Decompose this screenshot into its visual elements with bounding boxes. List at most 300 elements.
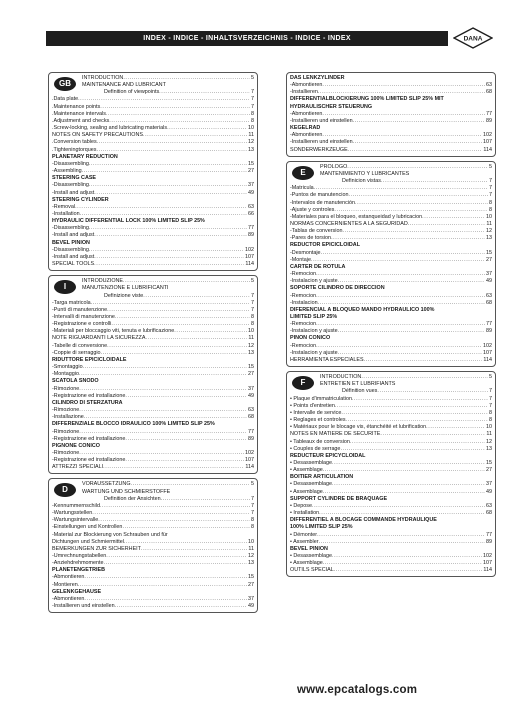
dot-leader: [328, 546, 491, 553]
dot-leader: [91, 300, 250, 307]
page-number: 102: [483, 553, 492, 559]
page-number: 10: [248, 125, 254, 132]
chapter-heading: [52, 378, 254, 385]
entry-title: -Materiales para el bloqueo, estanqueidad y lubricacion: [290, 213, 423, 220]
entry-title: -Remocion: [290, 342, 317, 349]
dot-leader: [312, 503, 485, 510]
entry-title: WARTUNG UND SCHMIERSTOFFE: [82, 488, 171, 495]
entry-title: -Remocion: [290, 292, 317, 299]
dot-leader: [103, 464, 244, 471]
entry-title: .Maintenance points: [52, 103, 101, 110]
entry-title: -Instalacion y ajuste: [290, 328, 338, 335]
index-entry: [52, 510, 254, 517]
page-number: [253, 567, 254, 574]
entry-title: -Rimozione: [52, 385, 80, 392]
section-heading: [290, 374, 492, 395]
index-entry: [82, 75, 254, 82]
index-entry: [52, 596, 254, 603]
entry-title: -Disassembling: [52, 182, 89, 189]
dot-leader: [348, 147, 483, 154]
dot-leader: [215, 421, 253, 428]
index-entry: [52, 574, 254, 581]
dot-leader: [118, 154, 253, 161]
entry-title: STEERING CASE: [52, 175, 97, 182]
index-entry: [290, 257, 492, 264]
dot-leader: [353, 474, 491, 481]
index-entry: [52, 261, 254, 268]
index-entry: [52, 517, 254, 524]
page-number: 11: [486, 220, 492, 227]
entry-title: INTRODUCTION: [320, 374, 362, 381]
dot-leader: [355, 200, 488, 207]
entry-title: NOTES ON SAFETY PRECAUTIONS: [52, 132, 143, 139]
index-entry: [290, 82, 492, 89]
dot-leader: [422, 214, 485, 221]
dot-leader: [98, 517, 250, 524]
entry-title: SCATOLA SNODO: [52, 378, 99, 385]
index-section-d: [48, 478, 258, 613]
index-entry: [52, 393, 254, 400]
dot-leader: [79, 429, 247, 436]
dot-leader: [124, 539, 247, 546]
index-entry: [290, 118, 492, 125]
entry-title: • Assemblage: [290, 560, 323, 567]
page-number: 114: [245, 464, 254, 471]
index-entry: [290, 396, 492, 403]
dot-leader: [322, 82, 485, 89]
entry-title: -Materiali per bloccaggio viti, tenuta e lubrificazione: [52, 328, 175, 335]
chapter-heading: [52, 443, 254, 450]
chapter-heading: [290, 314, 492, 321]
dot-leader: [346, 417, 488, 424]
dot-leader: [381, 178, 488, 185]
entry-title: .Conversion tables: [52, 139, 97, 146]
entry-title: HYDRAULIC DIFFERENTIAL LOCK 100% LIMITED SLIP 25%: [52, 218, 205, 225]
index-entry: [290, 503, 492, 510]
page-number: 11: [248, 132, 254, 139]
page-number: [253, 589, 254, 596]
page-number: 107: [483, 139, 492, 146]
index-entry: [290, 539, 492, 546]
entry-title: -Intervalli di manutenzione: [52, 314, 115, 320]
entry-title: -Disassembling: [52, 246, 89, 253]
page-number: [491, 546, 492, 553]
dot-leader: [166, 82, 253, 89]
page-number: [491, 307, 492, 314]
page-number: 11: [486, 431, 492, 438]
page-number: 8: [489, 417, 492, 424]
dot-leader: [80, 211, 247, 218]
page-number: 66: [248, 210, 254, 217]
index-entry: [290, 431, 492, 438]
entry-title: VORAUSSETZUNG: [82, 481, 131, 488]
index-entry: [290, 560, 492, 567]
dot-leader: [320, 125, 491, 132]
entry-title: -Abmontieren: [52, 595, 85, 602]
index-entry: [82, 82, 254, 89]
page-number: 114: [483, 567, 492, 574]
entry-title: ENTRETIEN ET LUBRIFIANTS: [320, 381, 396, 388]
index-section-cont: [286, 72, 496, 157]
entry-title: -Matricula: [290, 185, 314, 192]
entry-title: INTRODUZIONE: [82, 278, 124, 285]
entry-title: DIFFERENTIEL A BLOCAGE COMMANDE HYDRAULIQUE: [290, 517, 437, 524]
entry-title: MAINTENANCE AND LUBRICANT: [82, 82, 166, 89]
entry-title: • Couples de serrage: [290, 445, 341, 452]
page-number: 15: [486, 249, 492, 256]
entry-title: -Kennummernschild: [52, 502, 100, 509]
entry-title: -Installieren und einstellen: [290, 117, 353, 124]
entry-title: -Registrazione ed installazione: [52, 435, 126, 442]
dot-leader: [316, 271, 485, 278]
index-entry: [290, 439, 492, 446]
chapter-heading: [290, 242, 492, 249]
entry-title: BOITIER ARTICULATION: [290, 474, 354, 481]
entry-title: DIFFERENZIALE BLOCCO IDRAULICO 100% LIMITED SLIP 25%: [52, 421, 215, 428]
dot-leader: [109, 118, 250, 125]
page-number: [253, 357, 254, 364]
index-entry: [52, 457, 254, 464]
dot-leader: [106, 111, 250, 118]
page-number: 114: [483, 146, 492, 153]
index-entry: [320, 178, 492, 185]
dot-leader: [97, 139, 247, 146]
dot-leader: [168, 532, 253, 539]
entry-title: -Rimozione: [52, 407, 80, 414]
page-number: 107: [245, 253, 254, 260]
index-entry: [52, 232, 254, 239]
dot-leader: [79, 386, 247, 393]
page-number: 8: [251, 314, 254, 320]
index-entry: [52, 524, 254, 531]
dot-leader: [317, 532, 485, 539]
section-heading: [52, 481, 254, 502]
page-number: 12: [248, 342, 254, 349]
page-number: 107: [483, 349, 492, 356]
page-number: 107: [483, 560, 492, 567]
index-entry: [290, 321, 492, 328]
entry-title: • Démonter: [290, 531, 318, 538]
dot-leader: [322, 111, 485, 118]
index-entry: [320, 381, 492, 388]
page-number: 27: [248, 371, 254, 378]
index-entry: [320, 171, 492, 178]
dot-leader: [353, 139, 482, 146]
index-entry: [290, 567, 492, 574]
dot-leader: [100, 503, 250, 510]
index-entry: [290, 424, 492, 431]
dot-leader: [409, 171, 491, 178]
page-number: [253, 421, 254, 428]
dot-leader: [89, 247, 244, 254]
page-number: 12: [248, 553, 254, 559]
index-title: INDEX - INDICE - INHALTSVERZEICHNIS - INDICE - INDEX: [143, 35, 351, 42]
entry-title: BEMERKUNGEN ZUR SICHERHEIT: [52, 545, 141, 552]
dot-leader: [122, 524, 250, 531]
dot-leader: [96, 147, 247, 154]
dot-leader: [350, 439, 485, 446]
dot-leader: [78, 96, 250, 103]
dot-leader: [126, 357, 253, 364]
dot-leader: [79, 450, 244, 457]
page-number: 7: [251, 299, 254, 306]
entry-title: Dichtungen und Schmiermittel: [52, 538, 124, 545]
page-number: 77: [486, 321, 492, 328]
entry-title: .Adjustment and checks: [52, 117, 110, 124]
entry-title: -Tablas de conversion: [290, 228, 343, 235]
dot-leader: [444, 96, 491, 103]
page-number: 102: [483, 132, 492, 139]
entry-title: -Tabelle di conversione: [52, 342, 108, 349]
entry-title: -Instalacion y ajuste: [290, 349, 338, 356]
page-number: 7: [489, 192, 492, 199]
entry-title: -Install and adjust: [52, 253, 95, 260]
page-number: 12: [486, 228, 492, 235]
index-entry: [52, 450, 254, 457]
index-entry: [290, 328, 492, 335]
dot-leader: [408, 221, 486, 228]
index-entry: [52, 546, 254, 553]
dot-leader: [341, 410, 488, 417]
entry-title: -Smontaggio: [52, 364, 83, 371]
page-number: 68: [486, 299, 492, 306]
entry-title: -Abmontieren: [290, 132, 323, 139]
entry-title: BEVEL PINION: [290, 545, 328, 552]
chapter-heading: [290, 453, 492, 460]
page-number: [253, 532, 254, 539]
chapter-heading: [52, 400, 254, 407]
entry-title: -Installieren und einstellen: [290, 139, 353, 146]
index-entry: [320, 164, 492, 171]
entry-title: KEGELRAD: [290, 125, 321, 132]
entry-title: Définition vues: [342, 388, 378, 395]
entry-title: • Depose: [290, 502, 312, 509]
page-number: 8: [251, 321, 254, 328]
index-entry: [52, 307, 254, 314]
chapter-heading: [290, 75, 492, 82]
entry-title: -Removal: [52, 203, 76, 210]
index-entry: [290, 250, 492, 257]
page-number: 10: [486, 213, 492, 220]
dot-leader: [143, 132, 247, 139]
entry-title: -Abmontieren: [290, 82, 323, 89]
page-number: 89: [486, 538, 492, 545]
page-number: [253, 240, 254, 247]
dot-leader: [345, 264, 491, 271]
dot-leader: [314, 185, 488, 192]
index-entry: [52, 300, 254, 307]
dot-leader: [316, 321, 485, 328]
chapter-heading: [290, 264, 492, 271]
page-number: 15: [248, 160, 254, 167]
dot-leader: [334, 567, 483, 574]
entry-title: -Rimozione: [52, 428, 80, 435]
dot-leader: [365, 453, 491, 460]
entry-title: -Intervalos de manutención: [290, 199, 356, 206]
dot-leader: [125, 457, 244, 464]
index-entry: [52, 225, 254, 232]
index-entry: [52, 582, 254, 589]
index-entry: [290, 111, 492, 118]
page-number: [491, 96, 492, 103]
dot-leader: [340, 446, 485, 453]
index-entry: [290, 460, 492, 467]
dot-leader: [84, 414, 247, 421]
index-entry: [52, 125, 254, 132]
entry-title: -Installation: [52, 210, 80, 217]
footer-url: www.epcatalogs.com: [297, 684, 418, 696]
chapter-heading: [290, 546, 492, 553]
page-number: 49: [486, 278, 492, 285]
index-entry: [290, 147, 492, 154]
entry-title: • Desassemblage: [290, 481, 333, 488]
page-number: 37: [248, 182, 254, 189]
entry-title: • Matériaux pour le blocage vis, étanchéité et lubrification: [290, 424, 427, 431]
chapter-heading: [290, 335, 492, 342]
chapter-heading: [52, 154, 254, 161]
dot-leader: [323, 560, 482, 567]
entry-title: -Einstellungen und Kontrollen: [52, 524, 123, 531]
page-number: 63: [248, 407, 254, 414]
dot-leader: [89, 225, 247, 232]
index-entry: [290, 221, 492, 228]
dot-leader: [348, 192, 488, 199]
dot-leader: [96, 175, 253, 182]
chapter-heading: [290, 517, 492, 524]
dot-leader: [94, 190, 247, 197]
page-number: 114: [483, 356, 492, 363]
page-number: 27: [486, 256, 492, 263]
entry-title: • Tableaux de conversion: [290, 438, 350, 445]
page-number: 8: [251, 110, 254, 117]
index-entry: [52, 211, 254, 218]
index-entry: [52, 168, 254, 175]
index-entry: [52, 190, 254, 197]
index-entry: [52, 118, 254, 125]
index-entry: [82, 489, 254, 496]
entry-title: RIDUTTORE EPICICLOIDALE: [52, 356, 127, 363]
index-entry: [82, 293, 254, 300]
dot-leader: [332, 553, 482, 560]
language-badge: E: [292, 166, 314, 180]
entry-title: • Intervalle de service: [290, 409, 342, 416]
entry-title: DIFERENCIAL A BLOQUEO MANDO HYDRAULICO 100%: [290, 306, 435, 313]
page-number: 8: [251, 117, 254, 124]
page-number: 5: [489, 374, 492, 381]
index-entry: [52, 111, 254, 118]
index-entry: [82, 481, 254, 488]
page-number: 8: [251, 524, 254, 531]
page-number: [491, 171, 492, 178]
entry-title: -Montaje: [290, 256, 311, 263]
dot-leader: [377, 388, 488, 395]
dot-leader: [125, 393, 247, 400]
index-entry: [52, 321, 254, 328]
entry-title: -Registrazione ed installazione: [52, 457, 126, 464]
entry-title: -Umrechnungstabellen: [52, 553, 107, 559]
dot-leader: [387, 496, 491, 503]
page-number: 63: [486, 292, 492, 299]
index-entry: [82, 496, 254, 503]
index-entry: [52, 407, 254, 414]
entry-title: PROLOGO: [320, 163, 348, 170]
entry-title: • Desassemblage: [290, 459, 333, 466]
entry-title: • Reglages et controles: [290, 417, 346, 424]
entry-title: PIÑON CONICO: [290, 335, 331, 342]
right-column: [286, 72, 496, 581]
dot-leader: [101, 589, 253, 596]
page-number: 49: [248, 189, 254, 196]
page-number: 10: [248, 538, 254, 545]
page-number: [491, 381, 492, 388]
index-entry: [290, 481, 492, 488]
entry-title: .Data plate: [52, 96, 79, 103]
dot-leader: [323, 489, 485, 496]
dot-leader: [109, 197, 253, 204]
dot-leader: [123, 75, 250, 82]
page-number: 37: [486, 481, 492, 488]
entry-title: SOPORTE CILINDRO DE DIRECCIÓN: [290, 285, 385, 292]
index-entry: [52, 104, 254, 111]
chapter-heading: [290, 524, 492, 531]
dot-leader: [434, 307, 491, 314]
index-entry: [320, 374, 492, 381]
page-number: [491, 242, 492, 249]
index-entry: [82, 278, 254, 285]
entry-title: MANTENIMIENTO Y LUBRICANTES: [320, 170, 410, 177]
page-number: 5: [251, 75, 254, 81]
index-entry: [52, 429, 254, 436]
page-number: 114: [245, 261, 254, 268]
index-header-bar: [46, 31, 448, 46]
language-badge: I: [54, 280, 76, 294]
dot-leader: [125, 436, 247, 443]
page-number: [253, 197, 254, 204]
entry-title: DAS LENKZYLINDER: [290, 75, 345, 81]
entry-title: -Targa matricola: [52, 299, 91, 306]
dot-leader: [174, 328, 247, 335]
dot-leader: [143, 293, 250, 300]
entry-title: • Installation: [290, 510, 320, 517]
entry-title: PLANETARY REDUCTION: [52, 153, 118, 160]
dot-leader: [94, 254, 244, 261]
dot-leader: [161, 496, 250, 503]
dana-logo: [453, 27, 493, 49]
dot-leader: [316, 293, 485, 300]
page-number: 63: [248, 203, 254, 210]
chapter-heading: [290, 96, 492, 103]
entry-title: -Punti di manutenzione: [52, 306, 108, 313]
page-number: 7: [251, 495, 254, 502]
page-number: 68: [486, 89, 492, 96]
entry-title: -Montieren: [52, 581, 78, 588]
entry-title: SUPPORT CYLINDRE DE BRAQUAGE: [290, 495, 388, 502]
entry-title: -Assembling: [52, 168, 82, 175]
chapter-heading: [52, 589, 254, 596]
page-number: 7: [251, 510, 254, 517]
index-entry: [52, 503, 254, 510]
entry-title: Definition of viewpoints: [104, 89, 160, 96]
entry-title: CILINDRO DI STERZATURA: [52, 399, 123, 406]
dot-leader: [84, 596, 247, 603]
page-number: 102: [483, 342, 492, 349]
page-number: 8: [489, 409, 492, 416]
entry-title: NOTES EN MATIERE DE SECURITE: [290, 431, 381, 438]
svg-text:DANA: DANA: [463, 35, 483, 43]
page-number: 7: [251, 96, 254, 103]
index-entry: [82, 89, 254, 96]
page-number: 89: [248, 435, 254, 442]
